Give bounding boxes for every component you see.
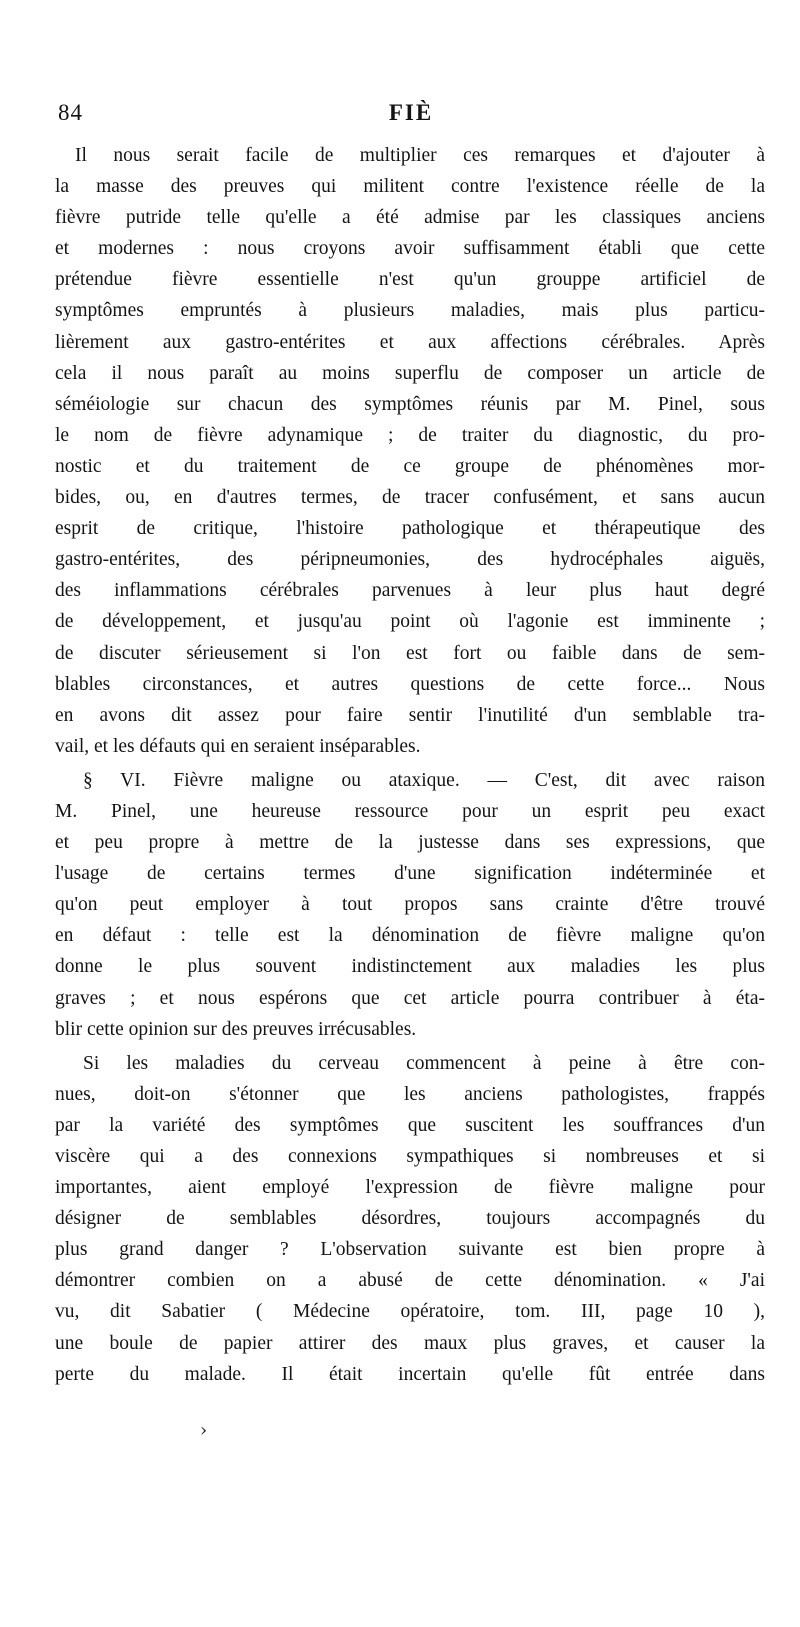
text-line: graves ; et nous espérons que cet article pourra contribuer à éta- [55,987,765,1009]
text-line: qu'on peut employer à tout propos sans crainte d'être trouvé [55,894,765,916]
text-line: blables circonstances, et autres questions de cette force... Nous [55,673,765,695]
running-head [58,100,764,136]
text-line: le nom de fièvre adynamique ; de traiter du diagnostic, du pro- [55,424,765,446]
text-line: perte du malade. Il était incertain qu'elle fût entrée dans [55,1363,765,1385]
text-line: en avons dit assez pour faire sentir l'inutilité d'un semblable tra- [55,704,765,726]
text-line: et peu propre à mettre de la justesse dans ses expressions, que [55,832,765,854]
page-number: 84 [58,100,83,125]
section-heading-line: § VI. Fièvre maligne ou ataxique. — C'est, dit avec raison [83,769,765,791]
text-line: des inflammations cérébrales parvenues à leur plus haut degré [55,580,765,602]
body-text [55,140,765,1390]
text-line: viscère qui a des connexions sympathiques si nombreuses et si [55,1146,765,1167]
text-line: gastro-entérites, des péripneumonies, des hydrocéphales aiguës, [55,549,765,571]
text-line: démontrer combien on a abusé de cette dénomination. « J'ai [55,1270,765,1292]
text-line: de discuter sérieusement si l'on est fort ou faible dans de sem- [55,642,765,664]
text-line: vu, dit Sabatier ( Médecine opératoire, tom. III, page 10 ), [55,1301,765,1323]
text-line: prétendue fièvre essentielle n'est qu'un grouppe artificiel de [55,269,765,291]
text-line: fièvre putride telle qu'elle a été admise par les classiques anciens [55,207,765,229]
running-title: FIÈ [388,100,434,125]
text-line: M. Pinel, une heureuse ressource pour un esprit peu exact [55,800,765,822]
text-line: Si les maladies du cerveau commencent à peine à être con- [83,1052,765,1074]
ink-speck: › [200,1420,208,1441]
text-line: bides, ou, en d'autres termes, de tracer confusément, et sans aucun [55,487,765,509]
text-line: cela il nous paraît au moins superflu de composer un article de [55,362,765,384]
text-line: nues, doit-on s'étonner que les anciens pathologistes, frappés [55,1083,765,1105]
text-line: et modernes : nous croyons avoir suffisamment établi que cette [55,238,765,260]
text-line: blir cette opinion sur des preuves irrécusables. [55,1018,417,1040]
text-line: nostic et du traitement de ce groupe de phénomènes mor- [55,455,765,477]
paragraph-fievre-maligne [55,765,765,1045]
text-line: l'usage de certains termes d'une signification indéterminée et [55,863,765,885]
text-line: importantes, aient employé l'expression de fièvre maligne pour [55,1177,765,1199]
text-line: de développement, et jusqu'au point où l'agonie est imminente ; [55,611,765,633]
text-line: la masse des preuves qui militent contre l'existence réelle de la [55,176,765,198]
text-line: en défaut : telle est la dénomination de fièvre maligne qu'on [55,925,765,947]
text-line: vail, et les défauts qui en seraient inséparables. [55,735,421,757]
paragraph-maladies-cerveau [55,1048,765,1390]
text-line: par la variété des symptômes que suscitent les souffrances d'un [55,1114,765,1136]
text-line: Il nous serait facile de multiplier ces remarques et d'ajouter à [75,145,765,166]
text-line: une boule de papier attirer des maux plus graves, et causer la [55,1332,765,1354]
text-line: séméiologie sur chacun des symptômes réunis par M. Pinel, sous [55,393,765,415]
text-line: désigner de semblables désordres, toujours accompagnés du [55,1208,765,1230]
text-line: esprit de critique, l'histoire pathologique et thérapeutique des [55,518,765,540]
text-line: plus grand danger ? L'observation suivante est bien propre à [55,1239,765,1261]
text-line: symptômes empruntés à plusieurs maladies, mais plus particu- [55,300,765,322]
paragraph-fievre-putride [55,140,765,762]
text-line: donne le plus souvent indistinctement aux maladies les plus [55,956,765,978]
text-line: lièrement aux gastro-entérites et aux affections cérébrales. Après [55,331,765,353]
